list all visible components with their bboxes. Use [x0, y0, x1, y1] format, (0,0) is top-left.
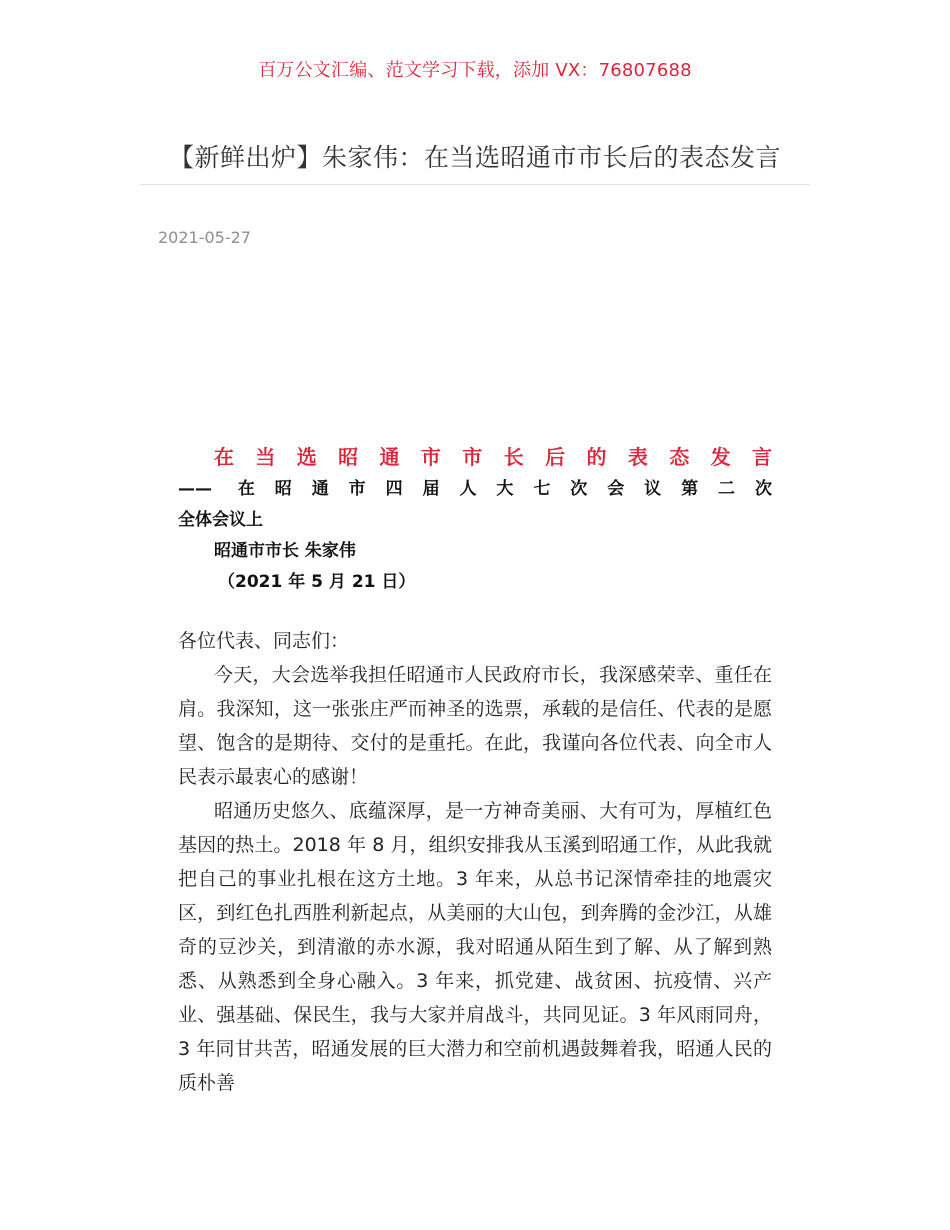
publish-date: 2021-05-27 — [158, 228, 251, 247]
speech-title: 在当选昭通市市长后的表态发言 — [214, 445, 772, 469]
speech-subtitle-line-2: 全体会议上 — [178, 510, 263, 530]
paragraph-1: 今天，大会选举我担任昭通市人民政府市长，我深感荣幸、重任在肩。我深知，这一张张庄严而神圣的选票，承载的是信任、代表的是愿望、饱含的是期待、交付的是重托。在此，我谨向各位代表、向全市人民表示最衷心的感谢！ — [178, 664, 772, 788]
article-title: 【新鲜出炉】朱家伟：在当选昭通市市长后的表态发言 — [168, 143, 781, 172]
speech-date: （2021 年 5 月 21 日） — [218, 572, 416, 592]
paragraph-2: 昭通历史悠久、底蕴深厚，是一方神奇美丽、大有可为，厚植红色基因的热土。2018 年 8 月，组织安排我从玉溪到昭通工作，从此我就把自己的事业扎根在这方土地。3 年来，从总书记深情牵挂的地震灾区，到红色扎西胜利新起点，从美丽的大山包，到奔腾的金沙江，从雄奇的豆沙关，到清澈的赤水源，我对昭通从陌生到了解、从了解到熟悉、从熟悉到全身心融入。3 年来，抓党建、战贫困、抗疫情、兴产业、强基础、保民生，我与大家并肩战斗，共同见证。3 年风雨同舟，3 年同甘共苦，昭通发展的巨大潜力和空前机遇鼓舞着我，昭通人民的质朴善 — [178, 800, 772, 1094]
header-note: 百万公文汇编、范文学习下载，添加 VX：76807688 — [258, 60, 692, 81]
title-divider — [140, 184, 810, 185]
speaker-line: 昭通市市长 朱家伟 — [214, 541, 356, 561]
speech-subtitle-line-1: —— 在昭通市四届人大七次会议第二次 — [178, 479, 772, 499]
article-content — [178, 440, 772, 1100]
salutation: 各位代表、同志们： — [178, 630, 350, 652]
